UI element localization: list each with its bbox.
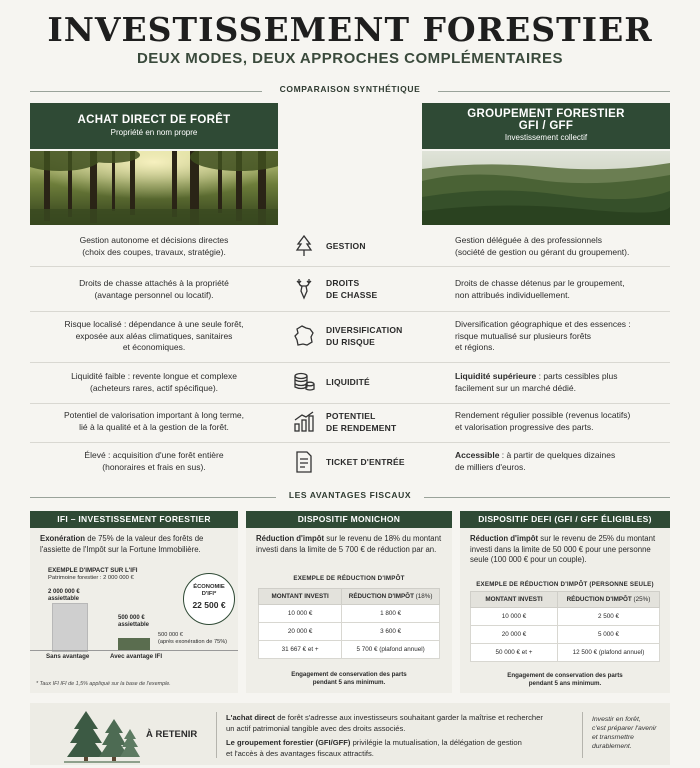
row-right-text: facilement sur un marché dédié. [455,382,576,393]
row-right-text: risque mutualisé sur plusieurs forêts [455,330,592,341]
ifi-panel [30,511,238,693]
table-row: 20 000 € 3 600 € [259,623,440,641]
table-row: 10 000 € 2 500 € [471,608,660,626]
forest-group-header [422,103,670,149]
row-label: POTENTIEL DE RENDEMENT [326,411,397,433]
row-right-text: Droits de chasse détenus par le groupement, [455,278,625,288]
comparison-row-gestion [30,226,670,267]
growth-chart-icon [292,410,316,434]
direct-purchase-subtitle: Propriété en nom propre [110,128,198,137]
row-left-text: (choix des coupes, travaux, stratégie). [82,246,226,257]
defi-table [470,591,660,662]
row-label: LIQUIDITÉ [326,377,370,387]
document-icon [292,450,316,474]
takeaway-text: L'achat direct de forêt s'adresse aux investisseurs souhaitant garder la maîtrise et rechercher un actif patrimonial tangible avec des droits associés. Le groupement forestier (GFI/GFF) privilégie la mutualisation, la délégation de gestion et l'accès à des avantages fiscaux attractifs. [226,713,543,758]
row-left-text: (honoraires et frais en sus). [102,461,206,472]
monichon-example-title: EXEMPLE DE RÉDUCTION D'IMPÔT [293,575,405,582]
row-left-text: lié à la qualité et à la gestion de la forêt. [79,421,229,432]
ifi-bar-with-advantage [118,638,150,650]
defi-panel [460,511,670,693]
page-title: INVESTISSEMENT FORESTIER [47,10,653,49]
ifi-footnote: * Taux IFI IFI de 1,5% appliqué sur la base de l'exemple. [36,681,171,687]
ifi-savings-badge: ÉCONOMIE D'IFI* 22 500 € [183,573,235,625]
table-row: 20 000 € 5 000 € [471,626,660,644]
forest-interior-photo [30,151,278,225]
row-right-text: non attribués individuellement. [455,289,570,300]
monichon-text: Réduction d'impôt sur le revenu de 18% du montant investi dans la limite de 5 700 € de réduction par an. [256,534,442,554]
monichon-note: Engagement de conservation des parts pendant 5 ans minimum. [291,671,407,686]
table-header-row: MONTANT INVESTI RÉDUCTION D'IMPÔT (25%) [471,592,660,608]
comparison-row-rendement [30,404,670,443]
forest-group-subtitle: Investissement collectif [504,133,588,142]
row-right-text: Accessible : à partir de quelques dizaines [455,450,616,460]
tree-icon [292,234,316,258]
row-right-text: et valorisation progressive des parts. [455,421,594,432]
monichon-panel [246,511,452,693]
deer-icon [292,277,316,301]
row-left-text: Liquidité faible : revente longue et complexe [71,371,237,381]
takeaway-divider [216,712,217,758]
quote-divider [582,712,583,758]
row-left-text: Gestion autonome et décisions directes [79,235,229,245]
table-header-row: MONTANT INVESTI RÉDUCTION D'IMPÔT (18%) [259,589,440,605]
row-label: DROITS DE CHASSE [326,278,378,300]
row-left-text: (avantage personnel ou locatif). [94,289,214,300]
aerial-forest-photo [422,151,670,225]
row-left-text: Risque localisé : dépendance à une seule forêt, [64,319,244,329]
row-label: DIVERSIFICATION DU RISQUE [326,325,403,347]
comparison-row-chasse [30,267,670,312]
row-left-text: et économiques. [122,342,186,352]
tax-section-label: LES AVANTAGES FISCAUX [288,490,412,500]
table-row: 10 000 € 1 800 € [259,605,440,623]
takeaway-label: À RETENIR [146,729,198,740]
direct-purchase-title: ACHAT DIRECT DE FORÊT [77,114,231,126]
ifi-baseline [30,650,238,651]
comparison-section-label: COMPARAISON SYNTHÉTIQUE [279,84,421,94]
row-right-text: de milliers d'euros. [455,461,526,472]
table-row: 50 000 € et + 12 500 € (plafond annuel) [471,644,660,662]
direct-purchase-header [30,103,278,149]
ifi-bar2-note: 500 000 € (après exonération de 75%) [158,632,228,645]
row-left-text: Potentiel de valorisation important à long terme, [63,410,244,420]
page-subtitle: DEUX MODES, DEUX APPROCHES COMPLÉMENTAIRES [136,50,564,67]
row-left-text: Élevé : acquisition d'une forêt entière [84,450,224,460]
ifi-header: IFI – INVESTISSEMENT FORESTIER [30,511,238,528]
row-right-text: (société de gestion ou gérant du groupement). [455,246,630,257]
comparison-section-header [30,84,670,98]
defi-text: Réduction d'impôt sur le revenu de 25% du montant investi dans la limite de 50 000 € pour une personne seule (100 000 € pour un couple). [470,534,656,564]
ifi-bar1-caption: Sans avantage [46,653,90,660]
row-left-text: Droits de chasse attachés à la propriété [79,278,229,288]
row-right-text: Liquidité supérieure : parts cessibles plus [455,371,618,381]
row-right-text: Gestion déléguée à des professionnels [455,235,602,245]
forest-group-title-line2: GFI / GFF [518,120,574,132]
table-row: 31 667 € et + 5 700 € (plafond annuel) [259,641,440,659]
defi-header: DISPOSITIF DEFI (GFI / GFF ÉLIGIBLES) [460,511,670,528]
comparison-row-diversification [30,312,670,363]
ifi-bar2-label: 500 000 € assiettable [118,615,150,628]
forest-group-title-line1: GROUPEMENT FORESTIER [467,108,625,120]
coins-icon [292,370,316,394]
pine-trees-illustration [64,709,140,763]
france-map-icon [292,324,316,348]
takeaway-quote: Investir en forêt, c'est préparer l'avenir et transmettre durablement. [592,716,657,750]
row-right-text: et régions. [455,342,495,352]
row-label: GESTION [326,241,366,251]
ifi-bar-without-advantage [52,603,88,652]
row-label: TICKET D'ENTRÉE [326,457,405,467]
ifi-bar2-caption: Avec avantage IFI [110,653,163,660]
row-left-text: (acheteurs rares, actif spécifique). [89,382,219,393]
ifi-bar1-label: 2 000 000 € assiettable [48,589,80,602]
comparison-row-liquidite [30,363,670,404]
defi-example-title: EXEMPLE DE RÉDUCTION D'IMPÔT (PERSONNE SEULE) [476,581,654,588]
row-right-text: Diversification géographique et des essences : [455,319,631,329]
row-right-text: Rendement régulier possible (revenus locatifs) [455,410,631,420]
ifi-example-title: EXEMPLE D'IMPACT SUR L'IFI [48,567,138,574]
comparison-row-ticket [30,443,670,483]
ifi-text: Exonération de 75% de la valeur des forêts de l'assiette de l'Impôt sur la Fortune Immobilière. [40,534,204,554]
defi-note: Engagement de conservation des parts pendant 5 ans minimum. [507,672,623,687]
ifi-example-subtitle: Patrimoine forestier : 2 000 000 € [48,575,134,581]
tax-section-header [30,490,670,504]
key-takeaway-panel [30,703,670,765]
row-left-text: exposée aux aléas climatiques, sanitaires [75,330,233,341]
monichon-table [258,588,440,659]
monichon-header: DISPOSITIF MONICHON [246,511,452,528]
